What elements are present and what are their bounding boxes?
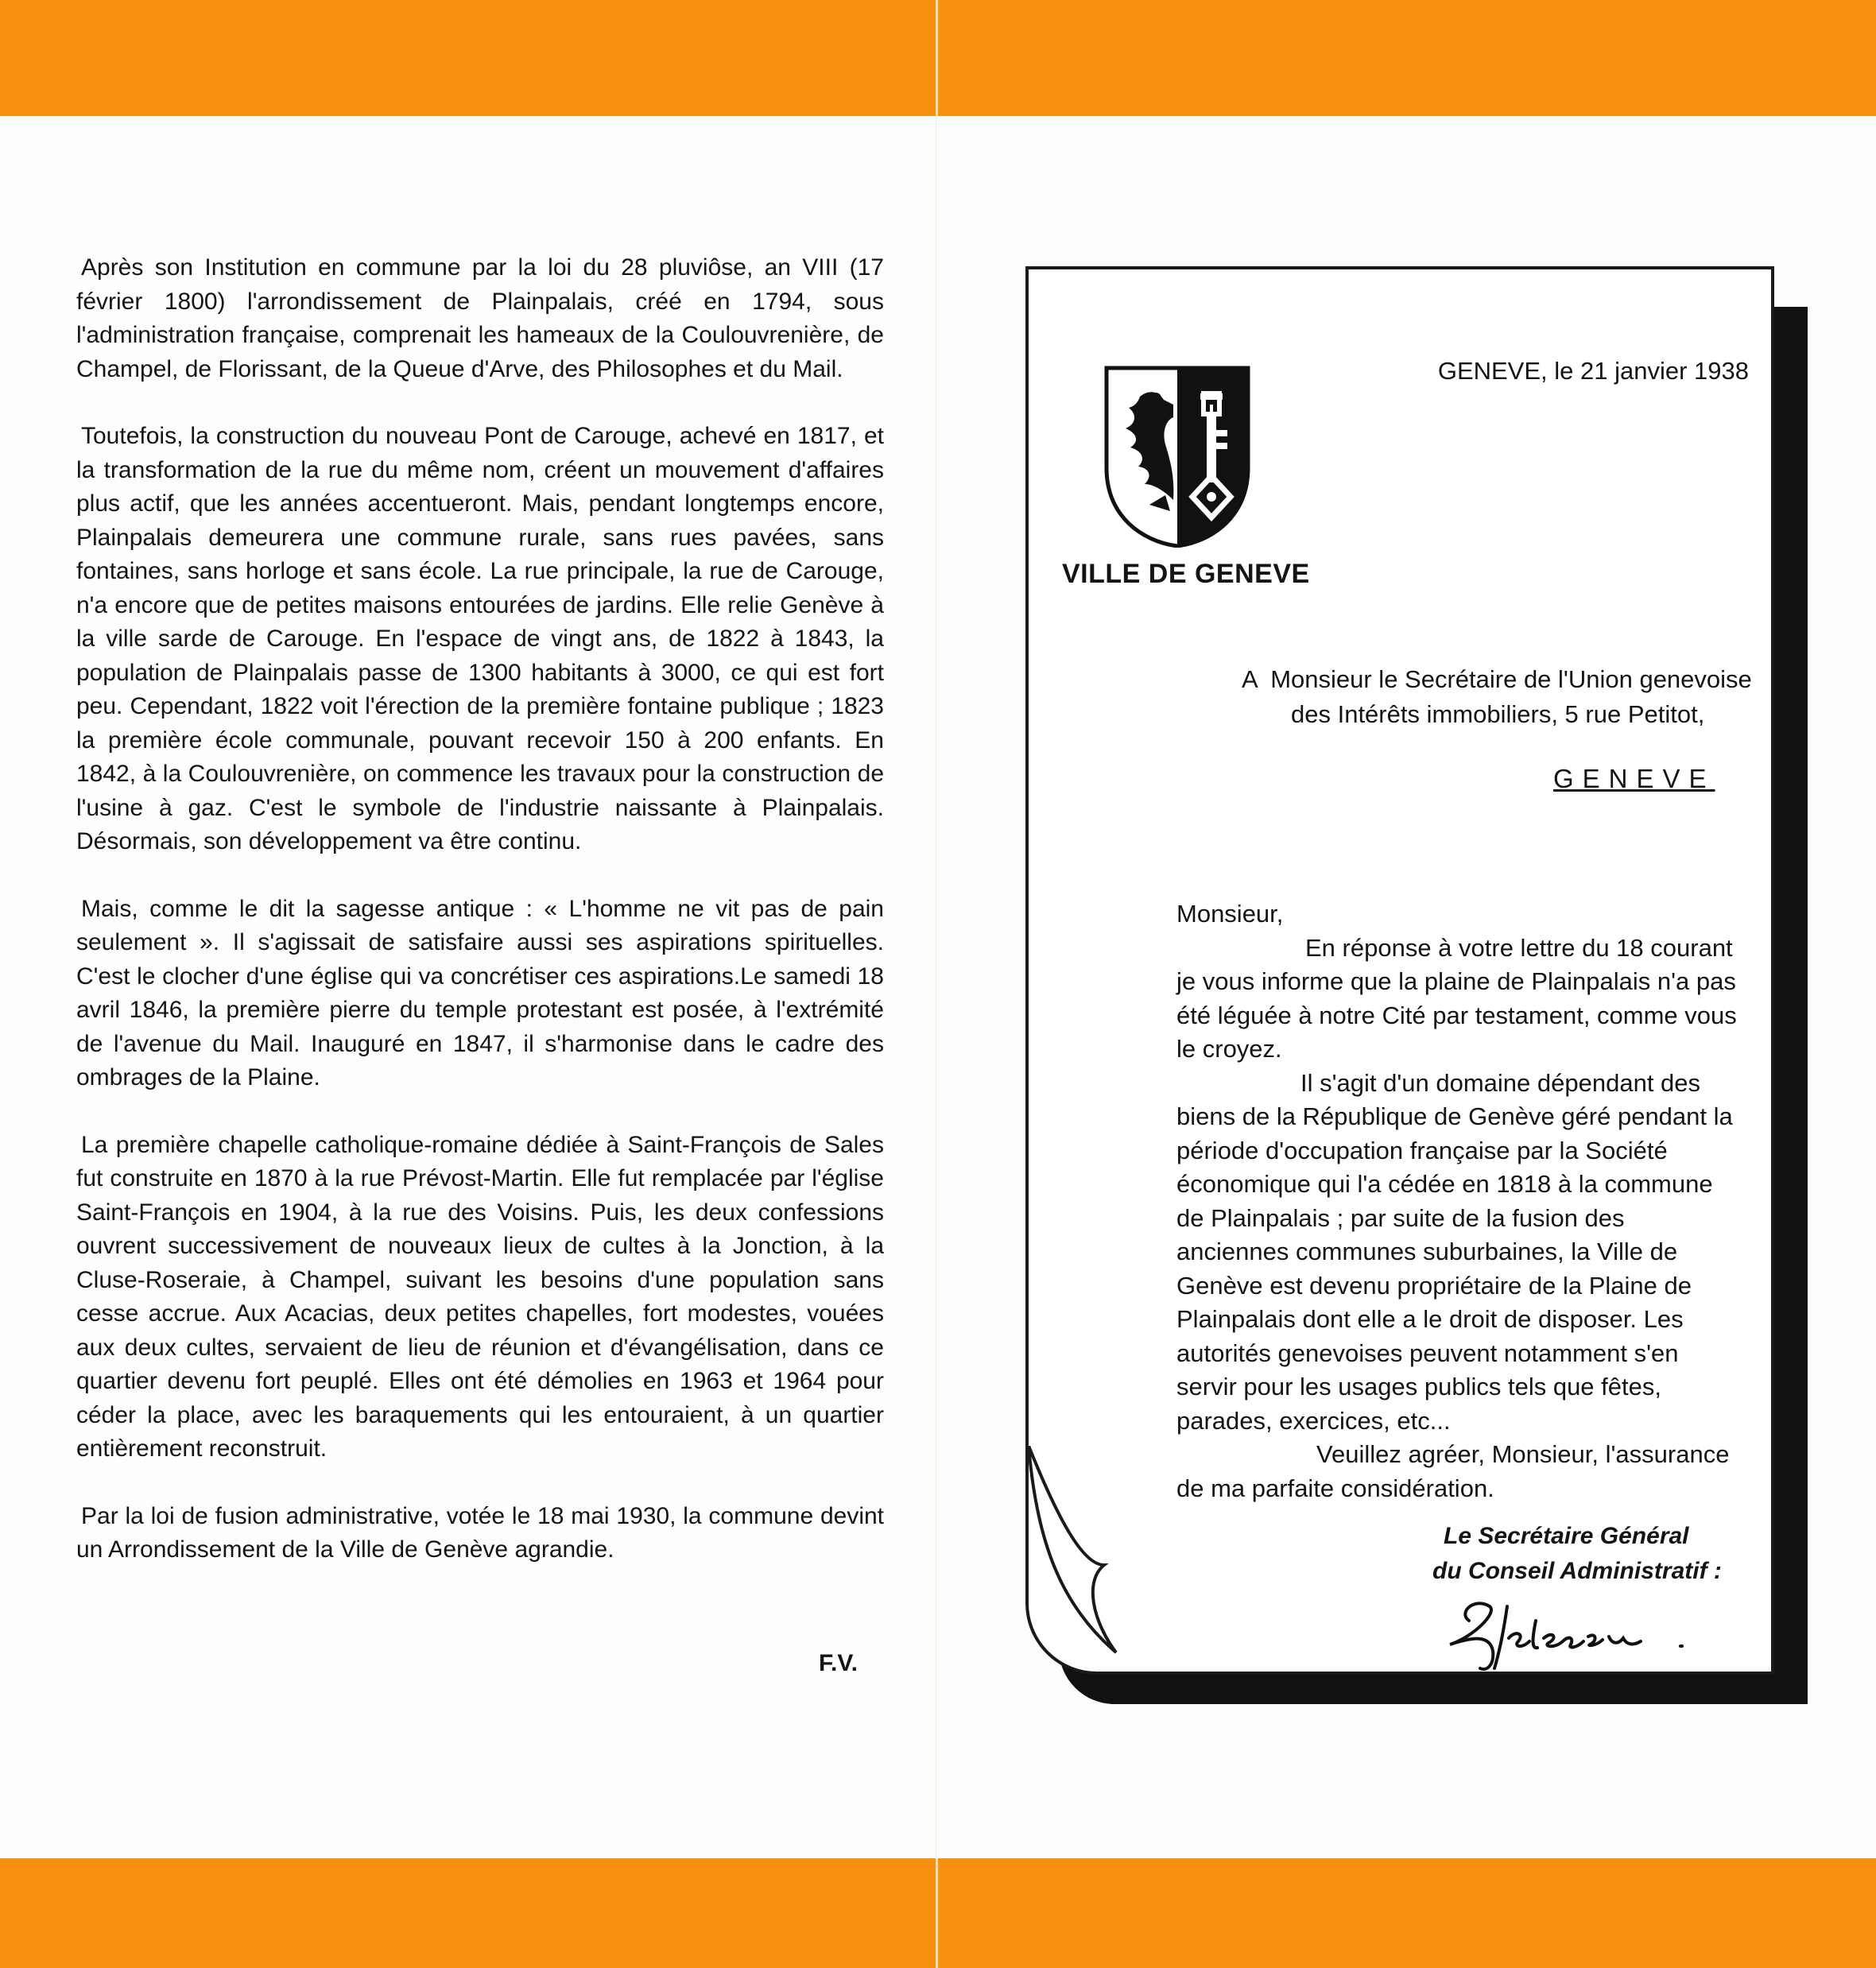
page-curl-icon [1029,1446,1132,1676]
history-article [76,251,884,1601]
article-paragraph: Par la loi de fusion administrative, votée le 18 mai 1930, la commune devint un Arrondissement de la Ville de Genève agrandie. [76,1502,884,1563]
signatory-line: Le Secrétaire Général [1444,1523,1689,1549]
author-initials: F.V. [819,1650,858,1676]
letter-dateline: GENEVE, le 21 janvier 1938 [1437,357,1749,385]
closing: de ma parfaite considération. [1176,1474,1494,1502]
signatory-title [1432,1519,1722,1589]
sender-name: VILLE DE GENEVE [1062,559,1310,589]
letter-paragraph-opening: En réponse à votre lettre du 18 courant [1305,933,1733,962]
letter [1025,266,1774,1675]
handwritten-signature [1442,1589,1712,1676]
letter-body [1176,897,1741,1505]
letter-paragraph: je vous informe que la plaine de Plainpalais n'a pas été léguée à notre Cité par testament, comme vous le croyez. [1176,967,1737,1063]
closing-opening: Veuillez agréer, Monsieur, l'assurance [1316,1440,1730,1468]
letter-paragraph-opening: Il s'agit d'un domaine dépendant des [1300,1068,1701,1097]
signatory-line: du Conseil Administratif : [1432,1558,1722,1584]
recipient-address [1242,662,1752,732]
article-paragraph: Après son Institution en commune par la loi du 28 pluviôse, an VIII (17 février 1800) l'arrondissement de Plainpalais, créé en 1794, sous l'administration française, comprenait les hameaux de la Coulouvrenière, de Champel, de Florissant, de la Queue d'Arve, des Philosophes et du Mail. [76,254,884,382]
address-line: des Intérêts immobiliers, 5 rue Petitot, [1291,700,1705,728]
fold-line [936,0,938,116]
article-paragraph: Toutefois, la construction du nouveau Pont de Carouge, achevé en 1817, et la transformation de la rue du même nom, créent un mouvement d'affaires plus actif, que les années accentueront. Mais, pendant longtemps encore, Plainpalais demeurera une commune rurale, sans rues pavées, sans fontaines, sans horloge et sans école. La rue principale, la rue de Carouge, n'a encore que de petites maisons entourées de jardins. Elle relie Genève à la ville sarde de Carouge. En l'espace de vingt ans, de 1822 à 1843, la population de Plainpalais passe de 1300 habitants à 3000, ce qui est fort peu. Cependant, 1822 voit l'érection de la première fontaine publique ; 1823 la première école communale, pouvant recevoir 150 à 200 enfants. En 1842, à la Coulouvrenière, on commence les travaux pour la construction de l'usine à gaz. C'est le symbole de l'industrie naissante à Plainpalais. Désormais, son développement va être continu. [76,423,884,854]
salutation: Monsieur, [1176,900,1284,928]
article-paragraph: La première chapelle catholique-romaine dédiée à Saint-François de Sales fut construite en 1870 à la rue Prévost-Martin. Elle fut remplacée par l'église Saint-François en 1904, à la rue des Voisins. Puis, les deux confessions ouvrent successivement de nouveaux lieux de cultes à la Jonction, à la Cluse-Roseraie, à Champel, suivant les besoins d'une population sans cesse accrue. Aux Acacias, deux petites chapelles, fort modestes, vouées aux deux cultes, servaient de lieu de réunion et d'évangélisation, dans ce quartier devenu fort peuplé. Elles ont été démolies en 1963 et 1964 pour céder la place, avec les baraquements qui les entouraient, à un quartier entièrement reconstruit. [76,1131,884,1462]
bottom-orange-band [0,1858,1876,1968]
address-line: A Monsieur le Secrétaire de l'Union genevoise [1242,665,1752,693]
geneva-crest-icon [1102,365,1253,548]
letter-paragraph: biens de la République de Genève géré pendant la période d'occupation française par la Société économique qui l'a cédée en 1818 à la commune de Plainpalais ; par suite de la fusion des anciennes communes suburbaines, la Ville de Genève est devenu propriétaire de la Plaine de Plainpalais dont elle a le droit de disposer. Les autorités genevoises peuvent notamment s'en servir pour les usages publics tels que fêtes, parades, exercices, etc... [1176,1102,1733,1435]
recipient-city: GENEVE [1553,764,1715,793]
article-paragraph: Mais, comme le dit la sagesse antique : « L'homme ne vit pas de pain seulement ». Il s'agissait de satisfaire aussi ses aspirations spirituelles. C'est le clocher d'une église qui va concrétiser ces aspirations.Le samedi 18 avril 1846, la première pierre du temple protestant est posée, à l'extrémité de l'avenue du Mail. Inauguré en 1847, il s'harmonise dans le cadre des ombrages de la Plaine. [76,895,884,1091]
top-orange-band [0,0,1876,116]
fold-line [936,1858,938,1968]
